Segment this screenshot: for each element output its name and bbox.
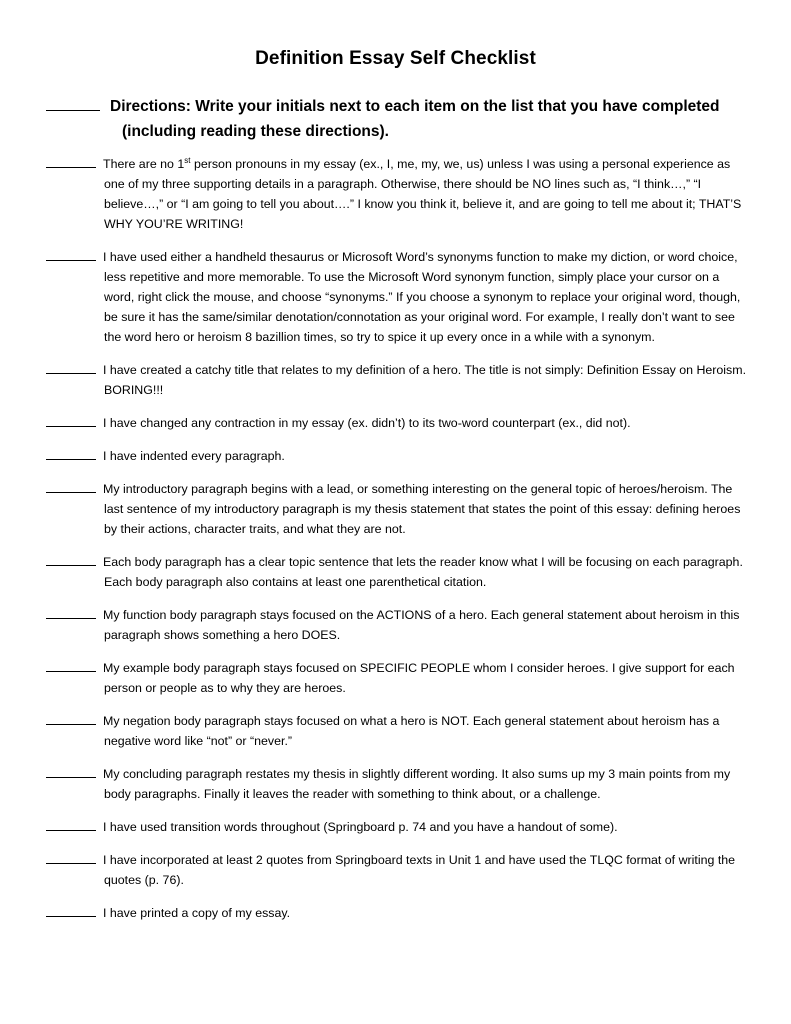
checklist-item-text xyxy=(103,608,739,642)
directions xyxy=(46,94,746,144)
initials-blank[interactable] xyxy=(46,447,96,460)
initials-blank[interactable] xyxy=(46,155,96,168)
checklist-item-text-body: I have changed any contraction in my essay (ex. didn’t) to its two-word counterpart (ex., did not). xyxy=(103,416,631,430)
checklist-item-text-body: I have created a catchy title that relates to my definition of a hero. The title is not simply: Definition Essay on Heroism. BORING!!! xyxy=(103,363,747,397)
checklist-item-text-body: My negation body paragraph stays focused on what a hero is NOT. Each general statement about heroism has a negative word like “not” or “never.” xyxy=(103,714,720,748)
checklist-item-text xyxy=(103,661,735,695)
initials-blank[interactable] xyxy=(46,904,96,917)
checklist-item-text xyxy=(103,449,285,463)
checklist-item xyxy=(46,154,746,234)
checklist-item-text xyxy=(103,820,618,834)
initials-blank[interactable] xyxy=(46,361,96,374)
page-title: Definition Essay Self Checklist xyxy=(255,48,536,69)
initials-blank[interactable] xyxy=(46,765,96,778)
initials-blank[interactable] xyxy=(46,818,96,831)
checklist-item xyxy=(46,711,746,751)
checklist-item xyxy=(46,903,746,923)
directions-line-1: Directions: Write your initials next to each item on the list that you have completed xyxy=(110,98,720,115)
initials-blank[interactable] xyxy=(46,606,96,619)
checklist-item xyxy=(46,764,746,804)
checklist-item-text xyxy=(103,363,746,397)
checklist-item-text-body: My concluding paragraph restates my thesis in slightly different wording. It also sums up my 3 main points from my body paragraphs. Finally it leaves the reader with something to think about, or a challenge. xyxy=(103,767,731,801)
checklist-item-text xyxy=(103,482,740,536)
checklist-item-text xyxy=(103,767,730,801)
checklist-item-text xyxy=(103,157,741,231)
checklist-item-text-body: I have printed a copy of my essay. xyxy=(103,906,291,920)
directions-line-2: (including reading these directions). xyxy=(122,123,389,140)
checklist-item xyxy=(46,817,746,837)
checklist-item-text-pre: There are no 1 xyxy=(103,157,185,171)
checklist-item-text-body: Each body paragraph has a clear topic sentence that lets the reader know what I will be focusing on each paragraph. Each body paragraph also contains at least one parenthetical citation. xyxy=(103,555,743,589)
checklist-item-text-body: I have used transition words throughout (Springboard p. 74 and you have a handout of some). xyxy=(103,820,618,834)
checklist-item-text xyxy=(103,555,743,589)
checklist-item xyxy=(46,605,746,645)
checklist-item xyxy=(46,552,746,592)
initials-blank[interactable] xyxy=(46,248,96,261)
checklist-item xyxy=(46,247,746,347)
checklist-item-text-body: My introductory paragraph begins with a lead, or something interesting on the general topic of heroes/heroism. The last sentence of my introductory paragraph is my thesis statement that states the point of this essay: defining heroes by their actions, character traits, and what they are not. xyxy=(103,482,741,536)
checklist-item-text-body: I have incorporated at least 2 quotes from Springboard texts in Unit 1 and have used the TLQC format of writing the quotes (p. 76). xyxy=(103,853,736,887)
checklist-item xyxy=(46,360,746,400)
checklist-item-text xyxy=(103,853,735,887)
checklist-item xyxy=(46,446,746,466)
initials-blank[interactable] xyxy=(46,96,100,111)
checklist-item-text-body: My function body paragraph stays focused on the ACTIONS of a hero. Each general statement about heroism in this paragraph shows something a hero DOES. xyxy=(103,608,740,642)
checklist-item-text-body: I have used either a handheld thesaurus or Microsoft Word’s synonyms function to make my diction, or word choice, less repetitive and more memorable. To use the Microsoft Word synonym function, simply place your cursor on a word, right click the mouse, and choose “synonyms.” If you choose a synonym to replace your original word, though, be sure it has the same/similar denotation/connotation as your original word. For example, I really don’t want to see the word hero or heroism 8 bazillion times, so try to spice it up every once in a while with a synonym. xyxy=(103,250,741,344)
checklist-item-text xyxy=(103,416,631,430)
initials-blank[interactable] xyxy=(46,480,96,493)
checklist-item-text-body: My example body paragraph stays focused on SPECIFIC PEOPLE whom I consider heroes. I give support for each person or people as to why they are heroes. xyxy=(103,661,735,695)
checklist-item xyxy=(46,658,746,698)
checklist-item xyxy=(46,850,746,890)
checklist-item-text-body: person pronouns in my essay (ex., I, me, my, we, us) unless I was using a personal experience as one of my three supporting details in a paragraph. Otherwise, there should be NO lines such as, “I think…,” “I believe…,” or “I am going to tell you about….” I know you think it, believe it, and are going to tell me about it; THAT’S WHY YOU’RE WRITING! xyxy=(104,157,742,231)
checklist-item-text xyxy=(103,714,719,748)
initials-blank[interactable] xyxy=(46,414,96,427)
initials-blank[interactable] xyxy=(46,659,96,672)
checklist-items xyxy=(46,154,746,923)
initials-blank[interactable] xyxy=(46,553,96,566)
initials-blank[interactable] xyxy=(46,712,96,725)
checklist-item-text xyxy=(103,906,290,920)
checklist-item-text xyxy=(103,250,740,344)
ordinal-superscript: st xyxy=(184,155,191,165)
checklist-item xyxy=(46,413,746,433)
initials-blank[interactable] xyxy=(46,851,96,864)
checklist-item-text-body: I have indented every paragraph. xyxy=(103,449,285,463)
checklist-item xyxy=(46,479,746,539)
